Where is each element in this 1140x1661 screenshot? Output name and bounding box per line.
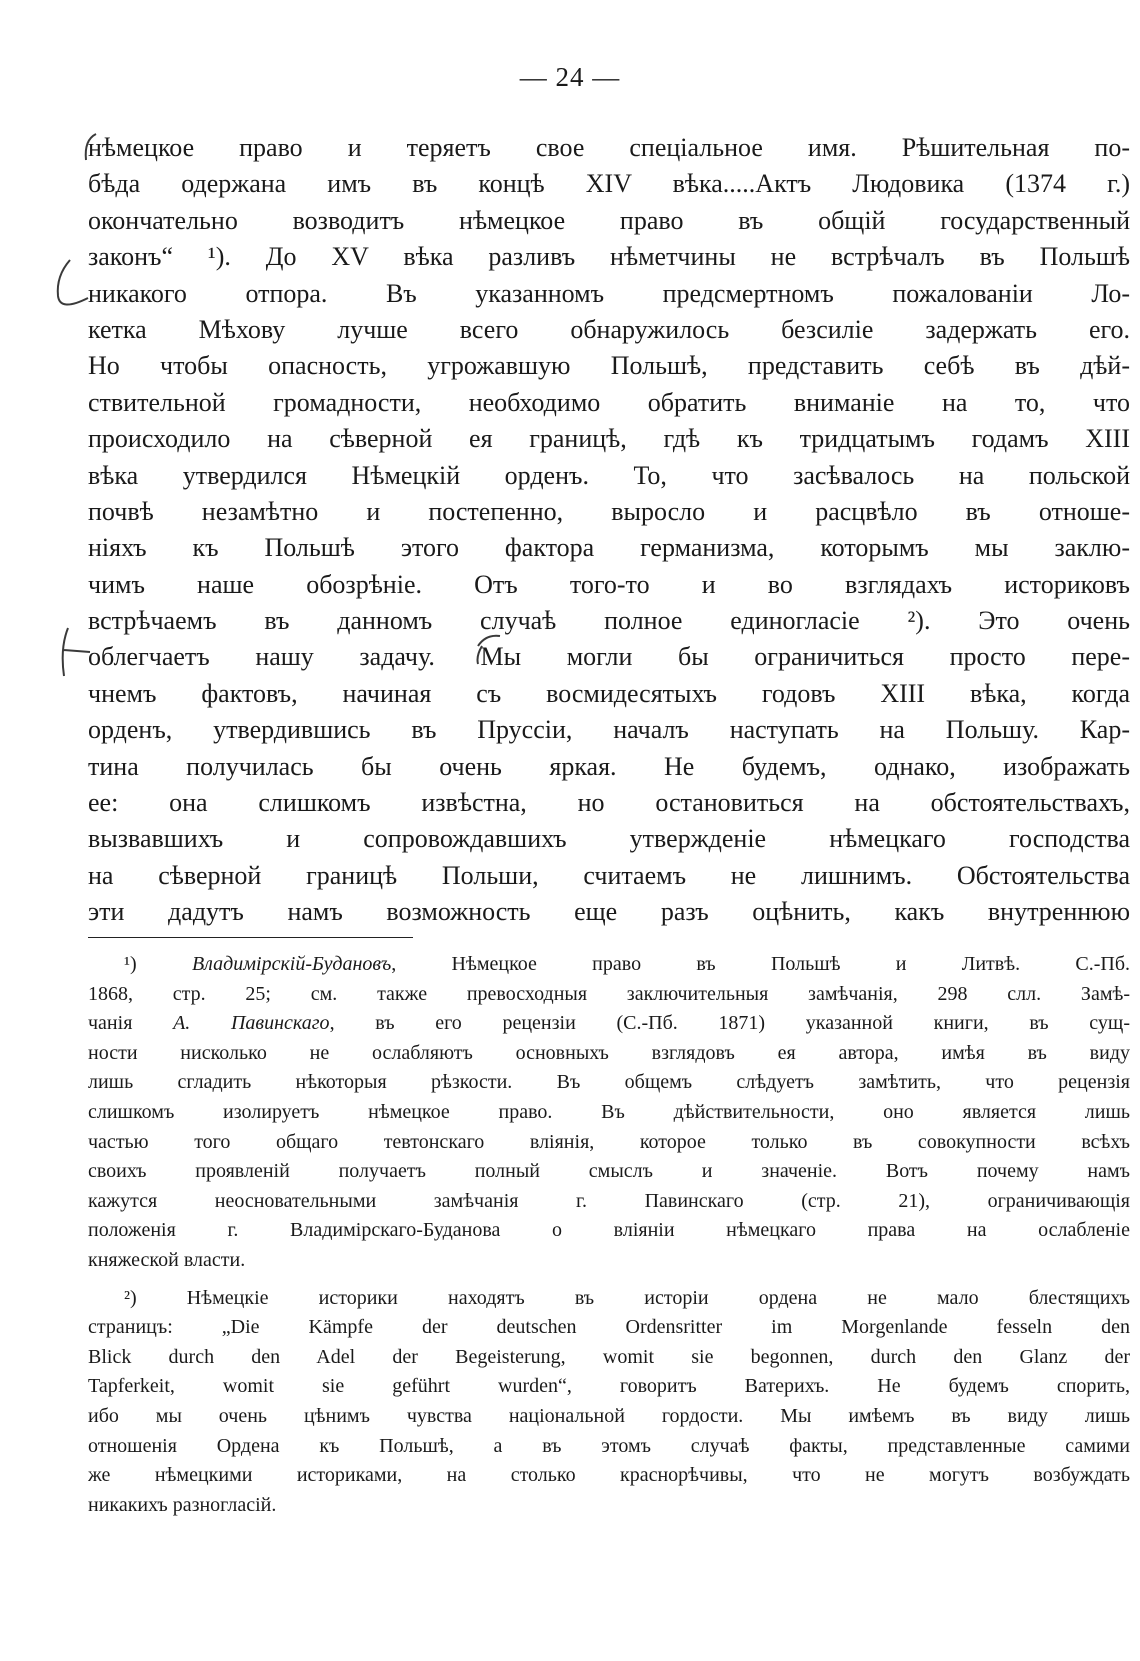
text-line: тина получилась бы очень яркая. Не будемъ, однако, изображать: [88, 751, 1130, 781]
footnote-line: Tapferkeit, womit sie geführt wurden“, говоритъ Ватерихъ. Не будемъ спорить,: [88, 1375, 1130, 1398]
text-line: вѣка утвердился Нѣмецкій орденъ. То, что засѣвалось на польской: [88, 460, 1130, 490]
footnote-line: же нѣмецкими историками, на столько краснорѣчивы, что не могутъ возбуждать: [88, 1464, 1130, 1487]
text-line: происходило на сѣверной ея границѣ, гдѣ къ тридцатымъ годамъ XIII: [88, 424, 1130, 454]
footnote-line: слишкомъ изолируетъ нѣмецкое право. Въ дѣйствительности, оно является лишь: [88, 1100, 1130, 1123]
text-line: чнемъ фактовъ, начиная съ восмидесятыхъ годовъ XIII вѣка, когда: [88, 678, 1130, 708]
text-line: ствительной громадности, необходимо обратить вниманіе на то, что: [88, 387, 1130, 417]
footnote-line: Blick durch den Adel der Begeisterung, womit sie begonnen, durch den Glanz der: [88, 1345, 1130, 1368]
text-line: облегчаетъ нашу задачу. Мы могли бы ограничиться просто пере-: [88, 642, 1130, 672]
footnote-1-line-start: чанія: [88, 1012, 174, 1035]
text-line: окончательно возводитъ нѣмецкое право въ общій государственный: [88, 205, 1130, 235]
footnote-1-author: Владимірскій-Будановъ: [191, 953, 392, 975]
footnote-line: ности нисколько не ослабляютъ основныхъ взглядовъ ея автора, имѣя въ виду: [88, 1041, 1130, 1064]
footnote-1-third-line: [88, 1009, 1130, 1039]
text-line: эти дадутъ намъ возможность еще разъ оцѣнить, какъ внутреннюю: [88, 897, 1130, 927]
footnote-line: лишь сгладить нѣкоторыя рѣзкости. Въ общемъ слѣдуетъ замѣтить, что рецензія: [88, 1071, 1130, 1094]
footnote-1-reviewer: А. Павинскаго: [173, 1012, 330, 1035]
footnote-divider: [88, 937, 413, 938]
footnote-line: отношенія Ордена къ Польшѣ, а въ этомъ случаѣ факты, представленные самими: [88, 1434, 1130, 1457]
footnote-line: кажутся неосновательными замѣчанія г. Павинскаго (стр. 21), ограничивающія: [88, 1189, 1130, 1212]
main-text: [88, 130, 1130, 931]
text-line: законъ“ ¹). До XV вѣка разливъ нѣметчины не встрѣчалъ въ Польшѣ: [88, 242, 1130, 272]
footnote-line: положенія г. Владимірскаго-Буданова о вліяніи нѣмецкаго права на ослабленіе: [88, 1219, 1130, 1242]
bracket-mark-left: [58, 260, 88, 305]
footnote-line: княжеской власти.: [88, 1248, 246, 1271]
text-line: кетка Мѣхову лучше всего обнаружилось безсиліе задержать его.: [88, 314, 1130, 344]
text-line: ніяхъ къ Польшѣ этого фактора германизма, которымъ мы заклю-: [88, 533, 1130, 563]
text-line: встрѣчаемъ въ данномъ случаѣ полное единогласіе ²). Это очень: [88, 606, 1130, 636]
text-line: никакого отпора. Въ указанномъ предсмертномъ пожалованіи Ло-: [88, 278, 1130, 308]
text-line: ее: она слишкомъ извѣстна, но остановиться на обстоятельствахъ,: [88, 788, 1130, 818]
footnote-1-marker: ¹): [124, 953, 137, 975]
footnote-1-line-rest: , въ его рецензіи (С.-Пб. 1871) указанной книги, въ сущ-: [329, 1012, 1130, 1035]
text-line: Но чтобы опасность, угрожавшую Польшѣ, представить себѣ въ дѣй-: [88, 351, 1130, 381]
text-line: орденъ, утвердившись въ Пруссіи, началъ наступать на Польшу. Кар-: [88, 715, 1130, 745]
footnote-line: никакихъ разногласій.: [88, 1493, 277, 1516]
text-line: на сѣверной границѣ Польши, считаемъ не лишнимъ. Обстоятельства: [88, 860, 1130, 890]
footnote-line: своихъ проявленій получаетъ полный смыслъ и значеніе. Вотъ почему намъ: [88, 1160, 1130, 1183]
footnote-line: частью того общаго тевтонскаго вліянія, которое только въ совокупности всѣхъ: [88, 1130, 1130, 1153]
footnote-line: ²) Нѣмецкіе историки находятъ въ исторіи ордена не мало блестящихъ: [124, 1286, 1130, 1309]
footnotes: [88, 950, 1130, 1520]
page-number: — 24 —: [519, 62, 621, 92]
footnote-line: ибо мы очень цѣнимъ чувства національной гордости. Мы имѣемъ въ виду лишь: [88, 1404, 1130, 1427]
text-line: чимъ наше обозрѣніе. Отъ того-то и во взглядахъ историковъ: [88, 569, 1130, 599]
footnote-1-first-line: [88, 950, 1130, 980]
footnote-line: страницъ: „Die Kämpfe der deutschen Ordensritter im Morgenlande fesseln den: [88, 1316, 1130, 1339]
text-line: нѣмецкое право и теряетъ свое спеціальное имя. Рѣшительная по-: [88, 133, 1130, 162]
text-line: почвѣ незамѣтно и постепенно, выросло и расцвѣло въ отноше-: [88, 496, 1130, 526]
bracket-mark-middle: [63, 628, 90, 676]
footnote-line: 1868, стр. 25; см. также превосходныя заключительныя замѣчанія, 298 слл. Замѣ-: [88, 982, 1130, 1005]
text-line: бѣда одержана имъ въ концѣ XIV вѣка.....Актъ Людовика (1374 г.): [88, 169, 1130, 199]
text-line: вызвавшихъ и сопровождавшихъ утвержденіе нѣмецкаго господства: [88, 824, 1130, 854]
footnote-1-title: , Нѣмецкое право въ Польшѣ и Литвѣ. С.-Пб.: [391, 953, 1130, 975]
